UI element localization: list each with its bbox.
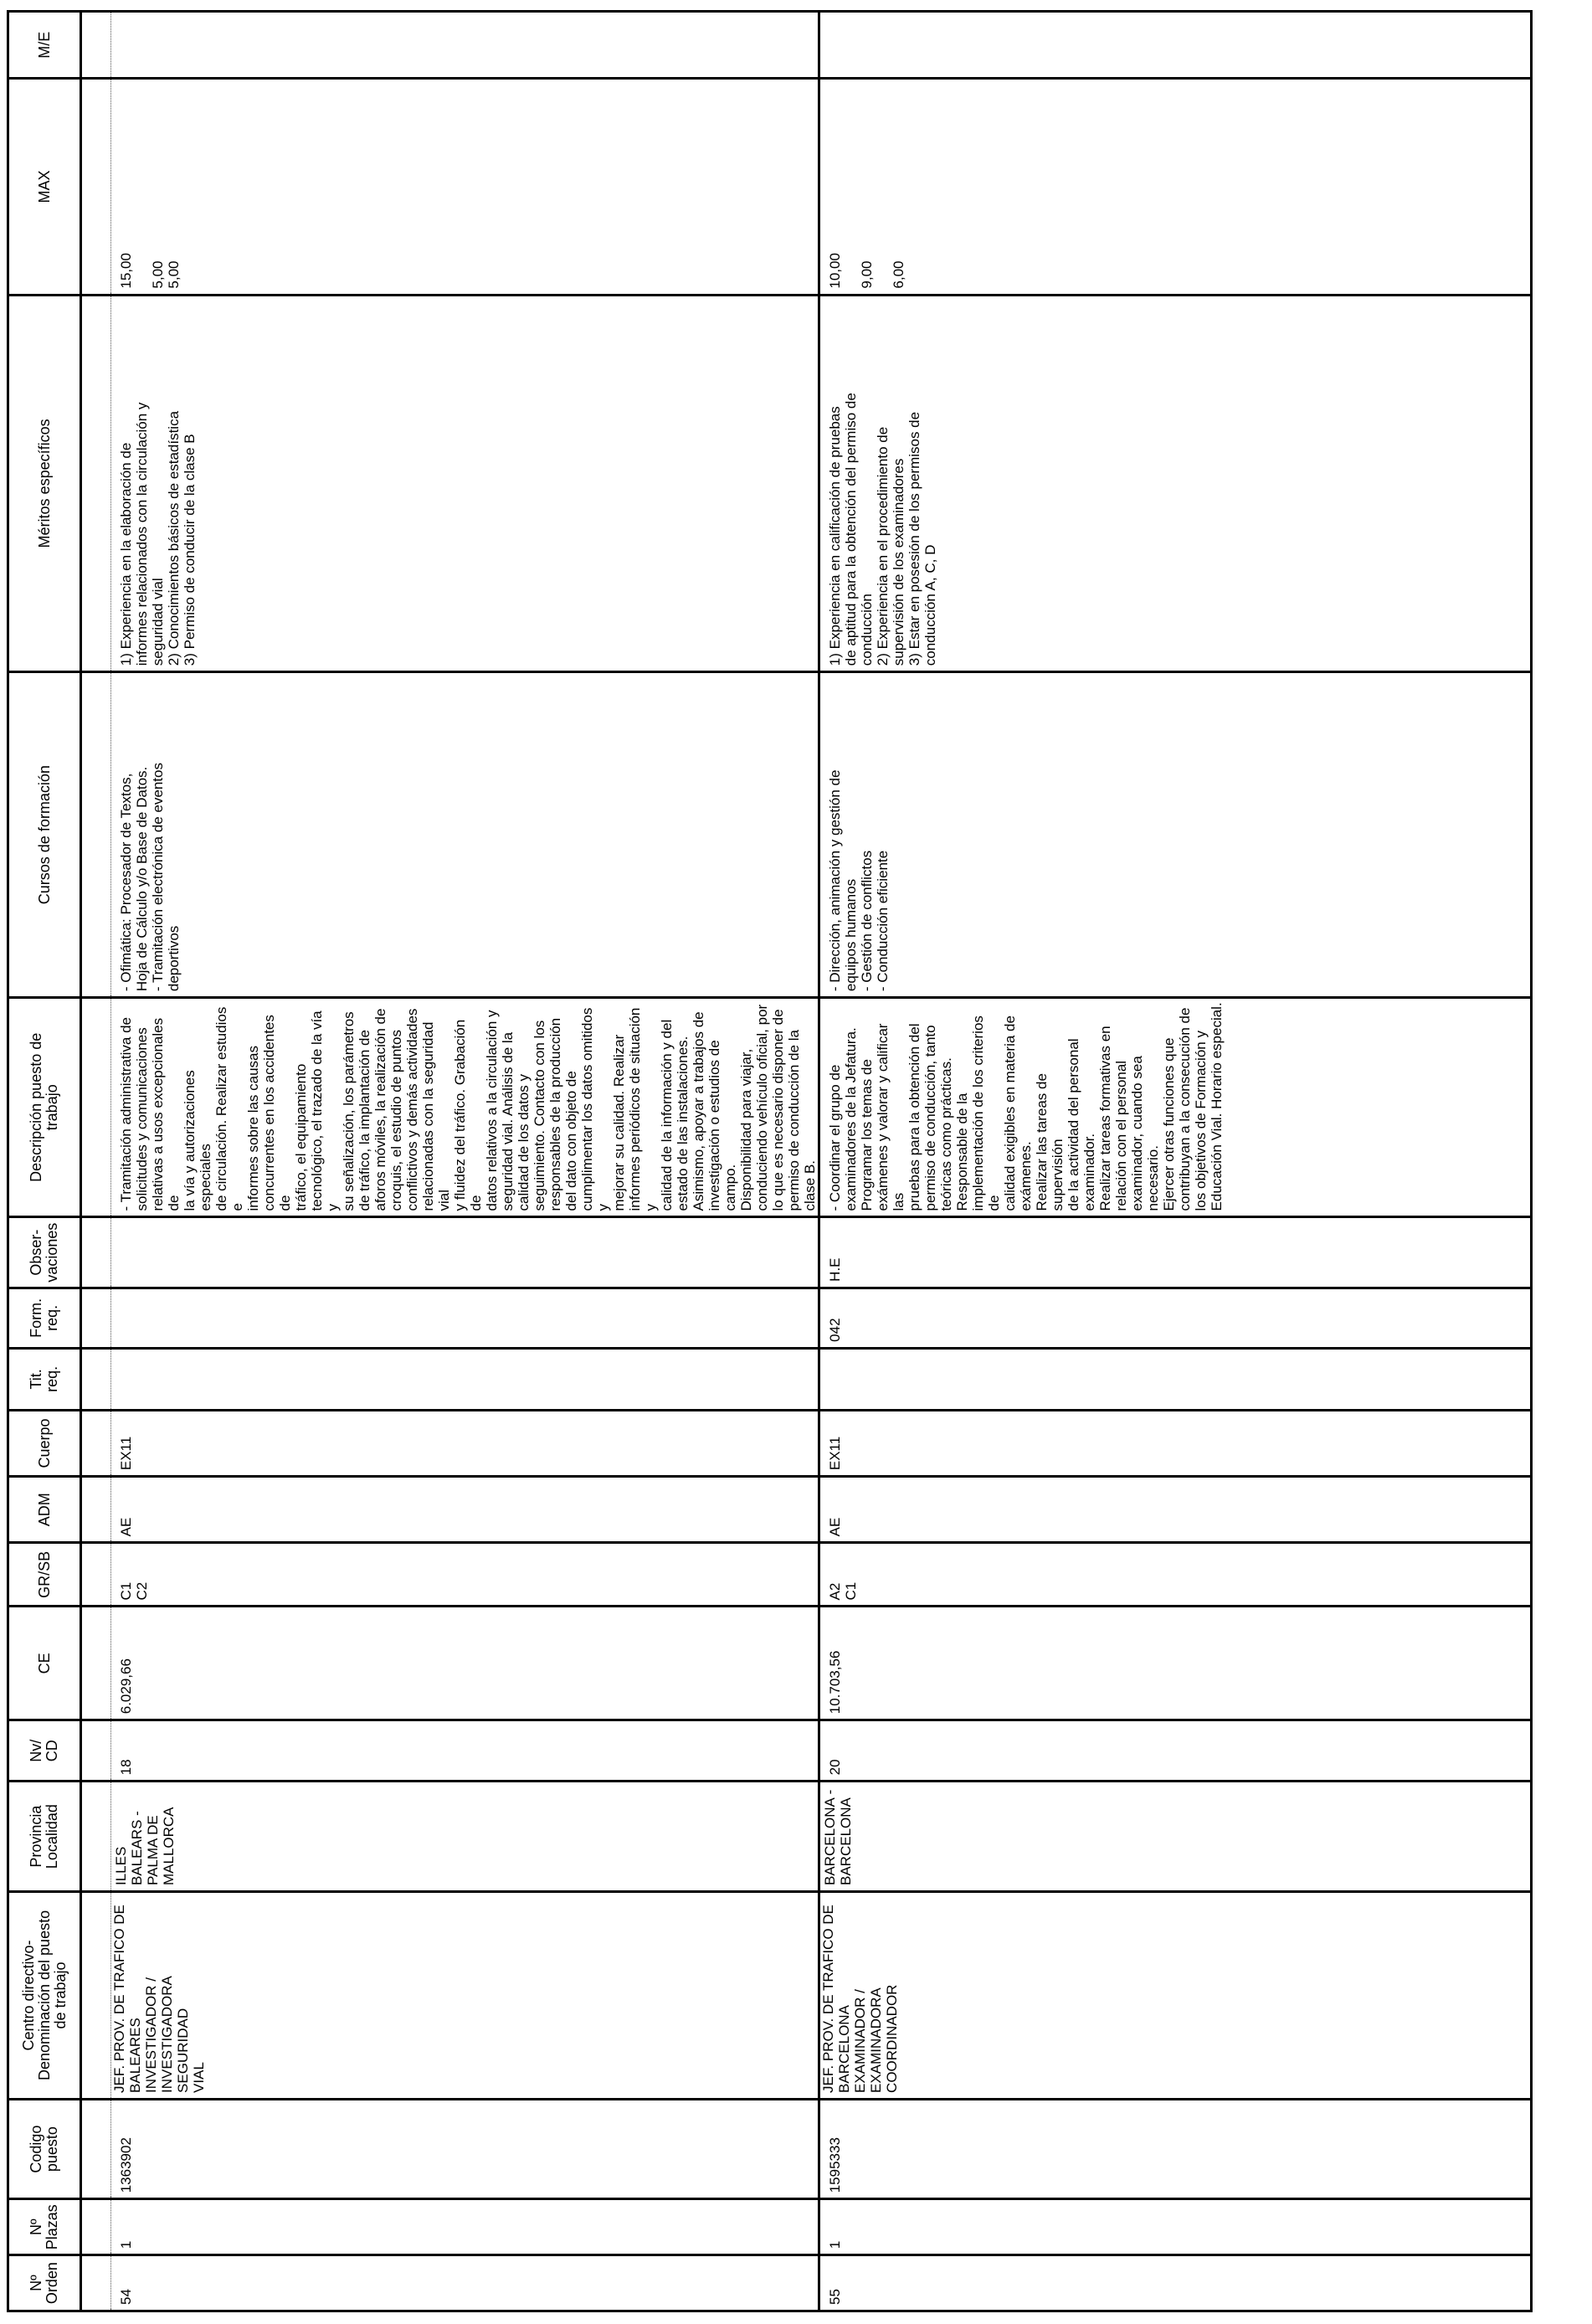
cell-grupo: A2 C1	[819, 1543, 1532, 1607]
header-plazas: Nº Plazas	[8, 2199, 81, 2255]
header-me: M/E	[8, 12, 81, 79]
table-row	[111, 12, 819, 2311]
max-value: 9,00	[859, 260, 875, 289]
cell-meritos: 1) Experiencia en calificación de pruebas de aptitud para la obtención del permiso de conducción 2) Experiencia en el procedimiento de supervisión de los examinadores 3) Estar en posesión de los permisos de conducción A, C, D	[819, 295, 1532, 672]
cell-formacion: 042	[819, 1288, 1532, 1348]
spacer-row	[81, 12, 111, 2311]
cell-orden: 55	[819, 2255, 1532, 2311]
header-row	[8, 12, 81, 2311]
cell-plazas: 1	[111, 2199, 819, 2255]
cell-centro: JEF. PROV. DE TRAFICO DE BARCELONA EXAMINADOR / EXAMINADORA COORDINADOR	[819, 1892, 1532, 2100]
cell-max	[111, 79, 819, 295]
cell-me	[111, 12, 819, 79]
header-nivel: Nv/ CD	[8, 1720, 81, 1782]
cell-titulacion	[819, 1348, 1532, 1410]
header-ce: CE	[8, 1607, 81, 1720]
max-value-total: 10,00	[827, 253, 843, 289]
cell-cuerpo: EX11	[819, 1410, 1532, 1476]
cell-cuerpo: EX11	[111, 1410, 819, 1476]
header-cuerpo: Cuerpo	[8, 1410, 81, 1476]
max-value: 6,00	[891, 260, 906, 289]
cell-formacion	[111, 1288, 819, 1348]
cell-orden: 54	[111, 2255, 819, 2311]
header-adm: ADM	[8, 1477, 81, 1543]
cell-max	[819, 79, 1532, 295]
cell-adm: AE	[819, 1477, 1532, 1543]
max-value	[875, 83, 891, 288]
cell-grupo: C1 C2	[111, 1543, 819, 1607]
cell-codigo: 1595333	[819, 2099, 1532, 2198]
table-row	[819, 12, 1532, 2311]
cell-ce: 6.029,66	[111, 1607, 819, 1720]
header-provincia: Provincia Localidad	[8, 1782, 81, 1892]
cell-cursos: - Ofimática: Procesador de Textos, Hoja de Cálculo y/o Base de Datos. - Tramitación electrónica de eventos deportivos	[111, 672, 819, 998]
header-cursos: Cursos de formación	[8, 672, 81, 998]
cell-plazas: 1	[819, 2199, 1532, 2255]
header-grupo: GR/SB	[8, 1543, 81, 1607]
cell-nivel: 18	[111, 1720, 819, 1782]
job-positions-table	[7, 10, 1533, 2312]
cell-descripcion: - Tramitación administrativa de solicitudes y comunicaciones relativas a usos excepcionales de la vía y autorizaciones especiales de circulación. Realizar estudios e informes sobre las causas concurrentes en los accidentes de tráfico, el equipamiento tecnológico, el trazado de la vía y su señalización, los parámetros de tráfico, la implantación de aforos móviles, la realización de croquis, el estudio de puntos conflictivos y demás actividades relacionadas con la seguridad vial y fluidez del tráfico. Grabación de datos relativos a la circulación y seguridad vial. Análisis de la calidad de los datos y seguimiento. Contacto con los responsables de la producción del dato con objeto de cumplimentar los datos omitidos y mejorar su calidad. Realizar informes periódicos de situación y calidad de la información y del estado de las instalaciones. Asimismo, apoyar a trabajos de investigación o estudios de campo. Disponibilidad para viajar, conduciendo vehículo oficial, por lo que es necesario disponer de permiso de conducción de la clase B.	[111, 998, 819, 1217]
cell-ce: 10.703,56	[819, 1607, 1532, 1720]
max-value: 5,00	[150, 260, 166, 289]
cell-me	[819, 12, 1532, 79]
header-descripcion: Descripción puesto de trabajo	[8, 998, 81, 1217]
max-value: 5,00	[166, 260, 182, 289]
max-value	[134, 83, 150, 288]
cell-centro: JEF. PROV. DE TRAFICO DE BALEARES INVESTIGADOR / INVESTIGADORA SEGURIDAD VIAL	[111, 1892, 819, 2100]
cell-titulacion	[111, 1348, 819, 1410]
cell-adm: AE	[111, 1477, 819, 1543]
header-codigo: Codigo puesto	[8, 2099, 81, 2198]
cell-observaciones: H.E	[819, 1217, 1532, 1288]
cell-meritos: 1) Experiencia en la elaboración de informes relacionados con la circulación y seguridad vial 2) Conocimientos básicos de estadística 3) Permiso de conducir de la clase B	[111, 295, 819, 672]
cell-cursos: - Dirección, animación y gestión de equipos humanos - Gestión de conflictos - Conducción eficiente	[819, 672, 1532, 998]
max-value-total: 15,00	[118, 253, 134, 289]
header-meritos: Méritos específicos	[8, 295, 81, 672]
cell-descripcion: - Coordinar el grupo de examinadores de la Jefatura. Programar los temas de exámenes y valorar y calificar las pruebas para la obtención del permiso de conducción, tanto teóricas como prácticas. Responsable de la implementación de los criterios de calidad exigibles en materia de exámenes. Realizar las tareas de supervisión de la actividad del personal examinador. Realizar tareas formativas en relación con el personal examinador, cuando sea necesario. Ejercer otras funciones que contribuyan a la consecución de los objetivos de Formación y Educación Vial. Horario especial.	[819, 998, 1532, 1217]
cell-observaciones	[111, 1217, 819, 1288]
header-centro: Centro directivo- Denominación del puesto de trabajo	[8, 1892, 81, 2100]
header-titulacion: Tit. req.	[8, 1348, 81, 1410]
header-orden: Nº Orden	[8, 2255, 81, 2311]
cell-codigo: 1363902	[111, 2099, 819, 2198]
cell-provincia: ILLES BALEARS - PALMA DE MALLORCA	[111, 1782, 819, 1892]
header-formacion: Form. req.	[8, 1288, 81, 1348]
header-observaciones: Obser- vaciones	[8, 1217, 81, 1288]
cell-nivel: 20	[819, 1720, 1532, 1782]
max-value	[843, 83, 859, 288]
header-max: MAX	[8, 79, 81, 295]
cell-provincia: BARCELONA - BARCELONA	[819, 1782, 1532, 1892]
